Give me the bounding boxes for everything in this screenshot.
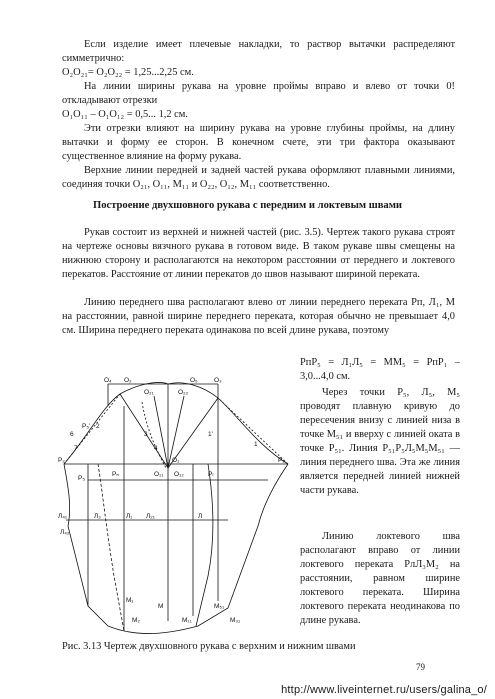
formula-1: O₂O₂₁= O₂O₂₂ = 1,25...2,25 см. bbox=[62, 67, 194, 78]
label-o3: O₃ bbox=[214, 377, 222, 384]
paragraph-6: Линию переднего шва располагают влево от линии переднего переката Рп, Л₁, М на расстоянии, равной ширине переднего переката, которая обычно не превышает 4,0 см. Ширина переднего переката одинакова по всей длине рукава, поэтому bbox=[62, 297, 455, 336]
label-pn: Pₙ bbox=[112, 471, 119, 478]
label-n6: 6 bbox=[70, 431, 74, 438]
formula-2: O₁O₁₁ – O₁O₁₂ = 0,5... 1,2 см. bbox=[62, 109, 188, 120]
label-m2: M₂ bbox=[132, 617, 140, 624]
label-pl: Pₗ bbox=[208, 471, 214, 478]
right-paragraph-2: Линию локтевого шва располагают вправо от линии локтевого переката РлЛ₃М₂ на расстоянии, равном ширине локтевого переката. Ширина локтевого переката неодинакова по длине рукава. bbox=[300, 531, 460, 627]
label-l3: Л₃ bbox=[94, 513, 101, 520]
label-l42: Л₄₂ bbox=[60, 529, 70, 536]
label-n2: 2 bbox=[96, 423, 100, 430]
label-m11: M₁₁ bbox=[182, 617, 192, 624]
label-p51: P₅' bbox=[82, 423, 91, 430]
label-m: M bbox=[158, 603, 164, 610]
label-l1: Л₁ bbox=[126, 513, 133, 520]
label-l21: Л₂₁ bbox=[146, 513, 155, 520]
figure-caption: Рис. 3.13 Чертеж двухшовного рукава с верхним и нижним швами bbox=[62, 641, 356, 652]
label-o2: O₂ bbox=[124, 377, 132, 384]
label-p5: P₅ bbox=[78, 475, 85, 482]
label-n4: 4 bbox=[154, 445, 158, 452]
label-m1: M₁ bbox=[126, 597, 134, 604]
label-o21: O₂₁ bbox=[144, 389, 154, 396]
paragraph-5: Рукав состоит из верхней и нижней частей (рис. 3.5). Чертеж такого рукава строят на чертеже основы вязчного рукава в готовом виде. В таком рукаве швы смещены на нижнюю сторону и располагаются на некотором расстоянии от переднего и локтевого перекатов. Расстояние от линии перекатов до швов называют шириной переката. bbox=[62, 227, 455, 280]
right-paragraph-1: Через точки Р₅, Л₅, М₅ проводят плавную кривую до пересечения внизу с линией низа в точке М₅₁ и вверху с линией оката в точке Р₅₁. Линия Р₅₁Р₅Л₅М₅М₅₁ — линия переднего шва. Эта же линия является передней линией нижней части рукава. bbox=[300, 387, 460, 497]
label-n1: 1 bbox=[254, 441, 258, 448]
label-m51: M₅₁ bbox=[214, 603, 225, 610]
label-o5: O₅ bbox=[190, 377, 198, 384]
label-l41: Л₄₁ bbox=[58, 513, 68, 520]
label-p2: P₂ bbox=[58, 457, 65, 464]
label-l: Л bbox=[198, 513, 203, 520]
paragraph-2: На линии ширины рукава на уровне проймы вправо и влево от точки 0! откладывают отрезки bbox=[62, 81, 455, 106]
label-n1p: 1' bbox=[208, 431, 213, 438]
label-o1: O₁ bbox=[172, 457, 180, 464]
paragraph-1: Если изделие имеет плечевые накладки, то раствор вытачки распределяют симметрично: bbox=[62, 39, 455, 64]
page-number: 79 bbox=[416, 662, 425, 672]
paragraph-3: Эти отрезки влияют на ширину рукава на уровне глубины проймы, на длину вытачки и форму ее сторон. В конечном счете, эти три фактора оказывают существенное влияние на форму рукава. bbox=[62, 123, 455, 162]
sleeve-pattern-figure bbox=[58, 376, 296, 638]
label-m31: M₃₁ bbox=[230, 617, 241, 624]
label-o12: O₁₂ bbox=[174, 471, 184, 478]
label-o22: O₂₂ bbox=[178, 389, 189, 396]
section-heading: Построение двухшовного рукава с передним и локтевым швами bbox=[92, 200, 403, 211]
label-o4: O₄ bbox=[104, 377, 112, 384]
label-n3: 3 bbox=[144, 431, 148, 438]
right-formula: РпР₅ = Л₁Л₅ = ММ₅ = РпР₁ – 3,0...4,0 см. bbox=[300, 357, 460, 383]
label-n7: 7 bbox=[74, 445, 78, 452]
watermark-url: http://www.liveinternet.ru/users/galina_o/ bbox=[281, 684, 487, 696]
paragraph-4: Верхние линии передней и задней частей рукава оформляют плавными линиями, соединяя точки O₂₁, O₁₁, M₁₁ и O₂₂, O₁₂, M₁₁ соответственно. bbox=[62, 165, 455, 190]
label-p1: P₁ bbox=[278, 457, 285, 464]
label-o11: O₁₁ bbox=[154, 471, 164, 478]
